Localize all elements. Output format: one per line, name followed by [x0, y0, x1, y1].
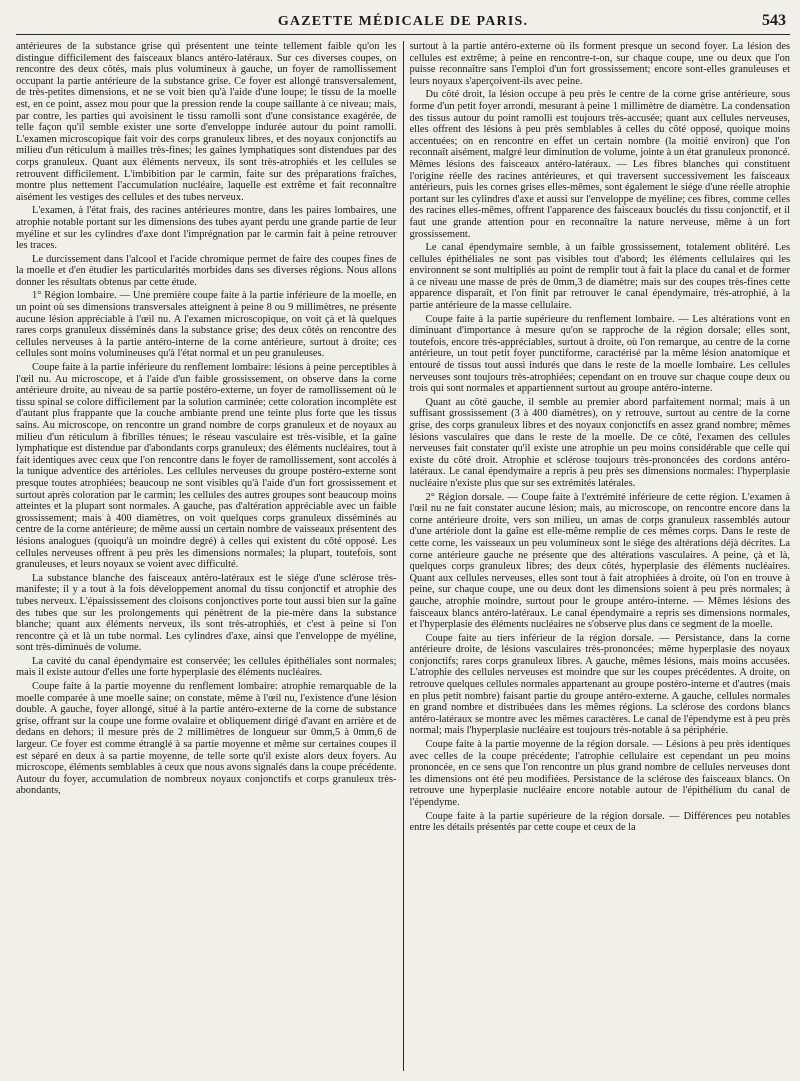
paragraph: Coupe faite à la partie moyenne de la région dorsale. — Lésions à peu près identiques avec celles de la coupe précédente; l'atrophie cellulaire est cependant un peu moins prononcée, en ce sens que l'on rencontre un plus grand nombre de cellules nerveuses dont les dimensions ont été peu modifiées. Persistance de la sclérose des faisceaux blancs. On retrouve une hyperplasie nucléaire encore notable autour de l'épithélium du canal de l'épendyme. — [409, 739, 791, 808]
paragraph: Du côté droit, la lésion occupe à peu près le centre de la corne grise antérieure, sous forme d'un petit foyer arrondi, mesurant à peine 1 millimètre de diamètre. La condensation des tissus autour du point ramolli est toujours très-accusée; quant aux cellules nerveuses, elles offrent des lésions à peu près semblables à celles du côté opposé, quoique moins accentuées; on en rencontre en effet un certain nombre (la moitié environ) que l'on reconnaît aisément, malgré leur diminution de volume, jointe à un état granuleux prononcé. Mêmes lésions des faisceaux antéro-latéraux. — Les fibres blanches qui constituent l'origine réelle des racines antérieures, et qui traversent successivement les faisceaux antérieurs, puis les cornes grises elles-mêmes, sont également le siége d'une réelle atrophie portant sur les cylindres d'axe et aussi sur l'enveloppe de myéline; ces fibres, comme celles des racines elles-mêmes, offrent l'apparence des faisceaux bouclés du tissu conjonctif, et il faut une grande attention pour en reconnaître la nature nerveuse, même à un fort grossissement. — [409, 89, 791, 240]
paragraph: Coupe faite à la partie inférieure du renflement lombaire: lésions à peine perceptibles à l'œil nu. Au microscope, et à l'aide d'un faible grossissement, on observe dans la corne antérieure droite, au niveau de sa partie postéro-externe, un foyer de ramollissement où le tissu spinal se colore difficilement par la solution carminée; cette coloration incomplète est d'autant plus frappante que la couche ambiante prend une teinte plus forte que les tissus sains. Au microscope, on rencontre un grand nombre de corps granuleux et de noyaux au milieu d'un réticulum à fibrilles ténues; le réseau vasculaire est très-visible, et la gaîne lymphatique est distendue par d'abondants corps granuleux; des éléments nucléaires, tout à fait identiques avec ceux que l'on rencontre dans le foyer de ramollissement, sont accolés à la tunique adventice des artérioles. Les cellules nerveuses du groupe postéro-externe sont presque toutes atrophiées; beaucoup ne sont visibles qu'à l'aide d'un fort grossissement et surtout après coloration par le carmin; les cellules des autres groupes sont beaucoup moins atteintes et la plupart sont normales. A gauche, pas d'altération appréciable avec un faible grossissement; mais à 400 diamètres, on voit quelques corps granuleux disséminés au centre de la corne antérieure; de même aussi un certain nombre de vaisseaux présentent des lésions analogues (quoiqu'à un moindre degré) à celles qui existent du côté opposé. Les cellules nerveuses offrent à peu près les dimensions normales; la plupart, toutefois, sont granuleuses, et leurs noyaux se voient avec difficulté. — [16, 362, 397, 571]
paragraph: antérieures de la substance grise qui présentent une teinte tellement faible qu'on les distingue difficilement des faisceaux blancs antéro-latéraux. Sur ces diverses coupes, on rencontre des deux côtés, mais plus volumineux à gauche, un foyer de ramollissement occupant la partie antérieure de la substance grise. Ce foyer est allongé transversalement, de très-petites dimensions, et ne se voit bien qu'à l'aide d'une loupe; le tissu de la moelle est, en ce point, assez mou pour que la pression rende la coupe saillante à ce niveau; mais, par contre, les parties qui avoisinent le tissu ramolli sont d'une consistance exagérée, de telle façon qu'il semble exister une sorte d'enveloppe indurée autour du point ramolli. L'examen microscopique fait voir des corps granuleux libres, et des noyaux conjonctifs au milieu d'un réticulum à mailles très-fines; les gaînes lymphatiques sont distendues par des corps granuleux. Quant aux éléments nerveux, ils sont très-atrophiés et les cellules se retrouvent difficilement. L'imbibition par le carmin, faite sur des préparations fraîches, montre plus nettement l'accumulation nucléaire, laquelle est extrême et fait reconnaître aisément les vestiges des cellules et des tubes nerveux. — [16, 41, 397, 203]
paragraph: Coupe faite au tiers inférieur de la région dorsale. — Persistance, dans la corne antérieure droite, de lésions vasculaires très-prononcées; même hyperplasie des noyaux conjonctifs; rares corps granuleux libres. A gauche, mêmes lésions, mais moins accusées. L'atrophie des cellules nerveuses est moindre que sur les coupes précédentes. A droite, on retrouve quelques cellules normales appartenant au groupe postéro-interne et d'autres (mais en plus petit nombre) faisant partie du groupe antéro-externe. A gauche, cellules normales en grand nombre et distribuées dans les mêmes régions. La sclérose des cordons blancs antéro-latéraux se montre avec les mêmes caractères. Le canal de l'épendyme est à peu près normal; mais l'hyperplasie nucléaire est toujours très-notable à sa périphérie. — [409, 632, 791, 737]
paragraph: Coupe faite à la partie supérieure de la région dorsale. — Différences peu notables entre les détails présentés par cette coupe et ceux de la — [409, 810, 791, 834]
left-column — [16, 41, 397, 1071]
paragraph: Le canal épendymaire semble, à un faible grossissement, totalement oblitéré. Les cellules épithéliales ne sont pas visibles tout d'abord; les éléments cellulaires qui les environnent se sont multipliés au point de remplir tout à fait la place du canal et de former à ce niveau une masse de près de 0mm,3 de diamètre; mais sur des coupes très-fines cette apparence disparaît, et l'on finit par retrouver le canal épendymaire, très-atrophié, à la partie antérieure de la masse cellulaire. — [409, 242, 791, 312]
paragraph: 1° Région lombaire. — Une première coupe faite à la partie inférieure de la moelle, en un point où ses dimensions transversales atteignent à peine 8 ou 9 millimètres, ne présente aucune lésion appréciable à l'œil nu. A l'examen microscopique, on voit çà et là quelques rares corps granuleux disséminés dans la substance grise; des deux côtés on rencontre des cellules nerveuses à la partie antéro-interne de la corne antérieure, surtout à droite; ces cellules sont moins volumineuses qu'à l'état normal et un peu granuleuses. — [16, 290, 397, 360]
page-number: 543 — [762, 12, 786, 29]
column-rule — [403, 41, 404, 1071]
paragraph: Coupe faite à la partie supérieure du renflement lombaire. — Les altérations vont en diminuant d'importance à mesure qu'on se rapproche de la région dorsale; elles sont, toutefois, encore très-appréciables, surtout à droite, où l'on remarque, au centre de la corne antérieure, un tout petit foyer punctiforme, caractérisé par la même lésion anatomique et entouré de tissus tout aussi indurés que dans le reste de la moelle lombaire. Les cellules nerveuses sont toujours très-atrophiées; cependant on en trouve sur chaque coupe deux ou trois qui sont normales et appartiennent surtout au groupe antéro-interne. — [409, 313, 791, 395]
paragraph: Le durcissement dans l'alcool et l'acide chromique permet de faire des coupes fines de la moelle et d'en étudier les particularités morbides dans ses diverses régions. Nous allons donner les résultats obtenus par cette étude. — [16, 253, 397, 288]
paragraph: surtout à la partie antéro-externe où ils forment presque un second foyer. La lésion des cellules est extrême; à peine en rencontre-t-on, sur chaque coupe, une ou deux que l'on puisse reconnaître sans l'emploi d'un fort grossissement; encore sont-elles granuleuses et leurs noyaux s'aperçoivent-ils avec peine. — [409, 41, 791, 87]
page-header — [16, 0, 790, 35]
paragraph: L'examen, à l'état frais, des racines antérieures montre, dans les paires lombaires, une atrophie notable portant sur les dimensions des tubes ayant perdu une grande partie de leur myéline et sur les cylindres d'axe dont l'imprégnation par le carmin fait à peine retrouver les traces. — [16, 205, 397, 252]
paragraph: La substance blanche des faisceaux antéro-latéraux est le siége d'une sclérose très-manifeste; il y a tout à la fois développement anomal du tissu conjonctif et atrophie des tubes nerveux. L'épaississement des cloisons conjonctives porte tout aussi bien sur la gaîne des tubes que sur les prolongements qui pénètrent de la pie-mère dans la substance blanche; quant aux éléments nerveux, ils sont très-atrophiés, et c'est à peine si l'on rencontre çà et là un tube normal. Les cylindres d'axe, ainsi que l'enveloppe de myéline, sont très-diminués de volume. — [16, 572, 397, 654]
text-columns — [16, 41, 790, 1071]
paragraph: Coupe faite à la partie moyenne du renflement lombaire: atrophie remarquable de la moelle comparée à une moelle saine; on constate, même à l'œil nu, l'existence d'une lésion double. A gauche, foyer allongé, situé à la partie antéro-externe de la corne de substance grise, offrant sur la coupe une forme ovalaire et obliquement dirigé d'avant en arrière et de dedans en dehors; il mesure près de 2 millimètres de longueur sur 0mm,5 à 0mm,6 de largeur. Ce foyer est comme étranglé à sa partie moyenne et même sur certaines coupes il est séparé en deux à sa partie moyenne, de telle sorte qu'il existe alors deux foyers. Au microscope, éléments semblables à ceux que nous avons signalés dans la coupe précédente. Autour du foyer, accumulation de nombreux noyaux conjonctifs et corps granuleux très-abondants, — [16, 681, 397, 797]
paragraph: 2° Région dorsale. — Coupe faite à l'extrémité inférieure de cette région. L'examen à l'œil nu ne fait constater aucune lésion; mais, au microscope, on rencontre encore dans la corne antérieure droite, vers son milieu, un amas de corps granuleux rassemblés autour d'une artériole dont la gaîne est elle-même remplie de ces mêmes corps. Dans le reste de cette corne, les vaisseaux un peu volumineux sont le siége des altérations déjà décrites. La corne antérieure gauche ne présente que des altérations vasculaires. A peine, çà et là, quelques corps granuleux libres; des deux côtés, hyperplasie des éléments nucléaires. Quant aux cellules nerveuses, elles sont tout à fait atrophiées à droite, où l'on en trouve à peine, sur chaque coupe, une ou deux dont les dimensions soient à peu près normales; à gauche, atrophie moindre, surtout pour le groupe antéro-interne. — Mêmes lésions des faisceaux blancs antéro-latéraux. Le canal épendymaire a repris ses dimensions normales, et l'hyperplasie des éléments nucléaires ne s'observe plus dans ce segment de la moelle. — [409, 491, 791, 631]
paragraph: La cavité du canal épendymaire est conservée; les cellules épithéliales sont normales; mais il existe autour d'elles une forte hyperplasie des éléments nucléaires. — [16, 655, 397, 679]
journal-title: GAZETTE MÉDICALE DE PARIS. — [277, 14, 529, 29]
right-column — [410, 41, 791, 1071]
paragraph: Quant au côté gauche, il semble au premier abord parfaitement normal; mais à un suffisant grossissement (3 à 400 diamètres), on y retrouve, surtout au centre de la corne grise, des corps granuleux libres et des noyaux conjonctifs en assez grand nombre; mêmes lésions vasculaires que dans le reste de la moelle. De ce côté, l'examen des cellules nerveuses fait constater qu'il existe une atrophie un peu moins considérable que celle qui existe du côté droit. Atrophie et sclérose toujours très-prononcées des cordons antéro-latéraux. Le canal épendymaire a repris à peu près ses dimensions normales: l'hyperplasie nucléaire n'existe plus que sur ses extrémités latérales. — [409, 396, 791, 489]
